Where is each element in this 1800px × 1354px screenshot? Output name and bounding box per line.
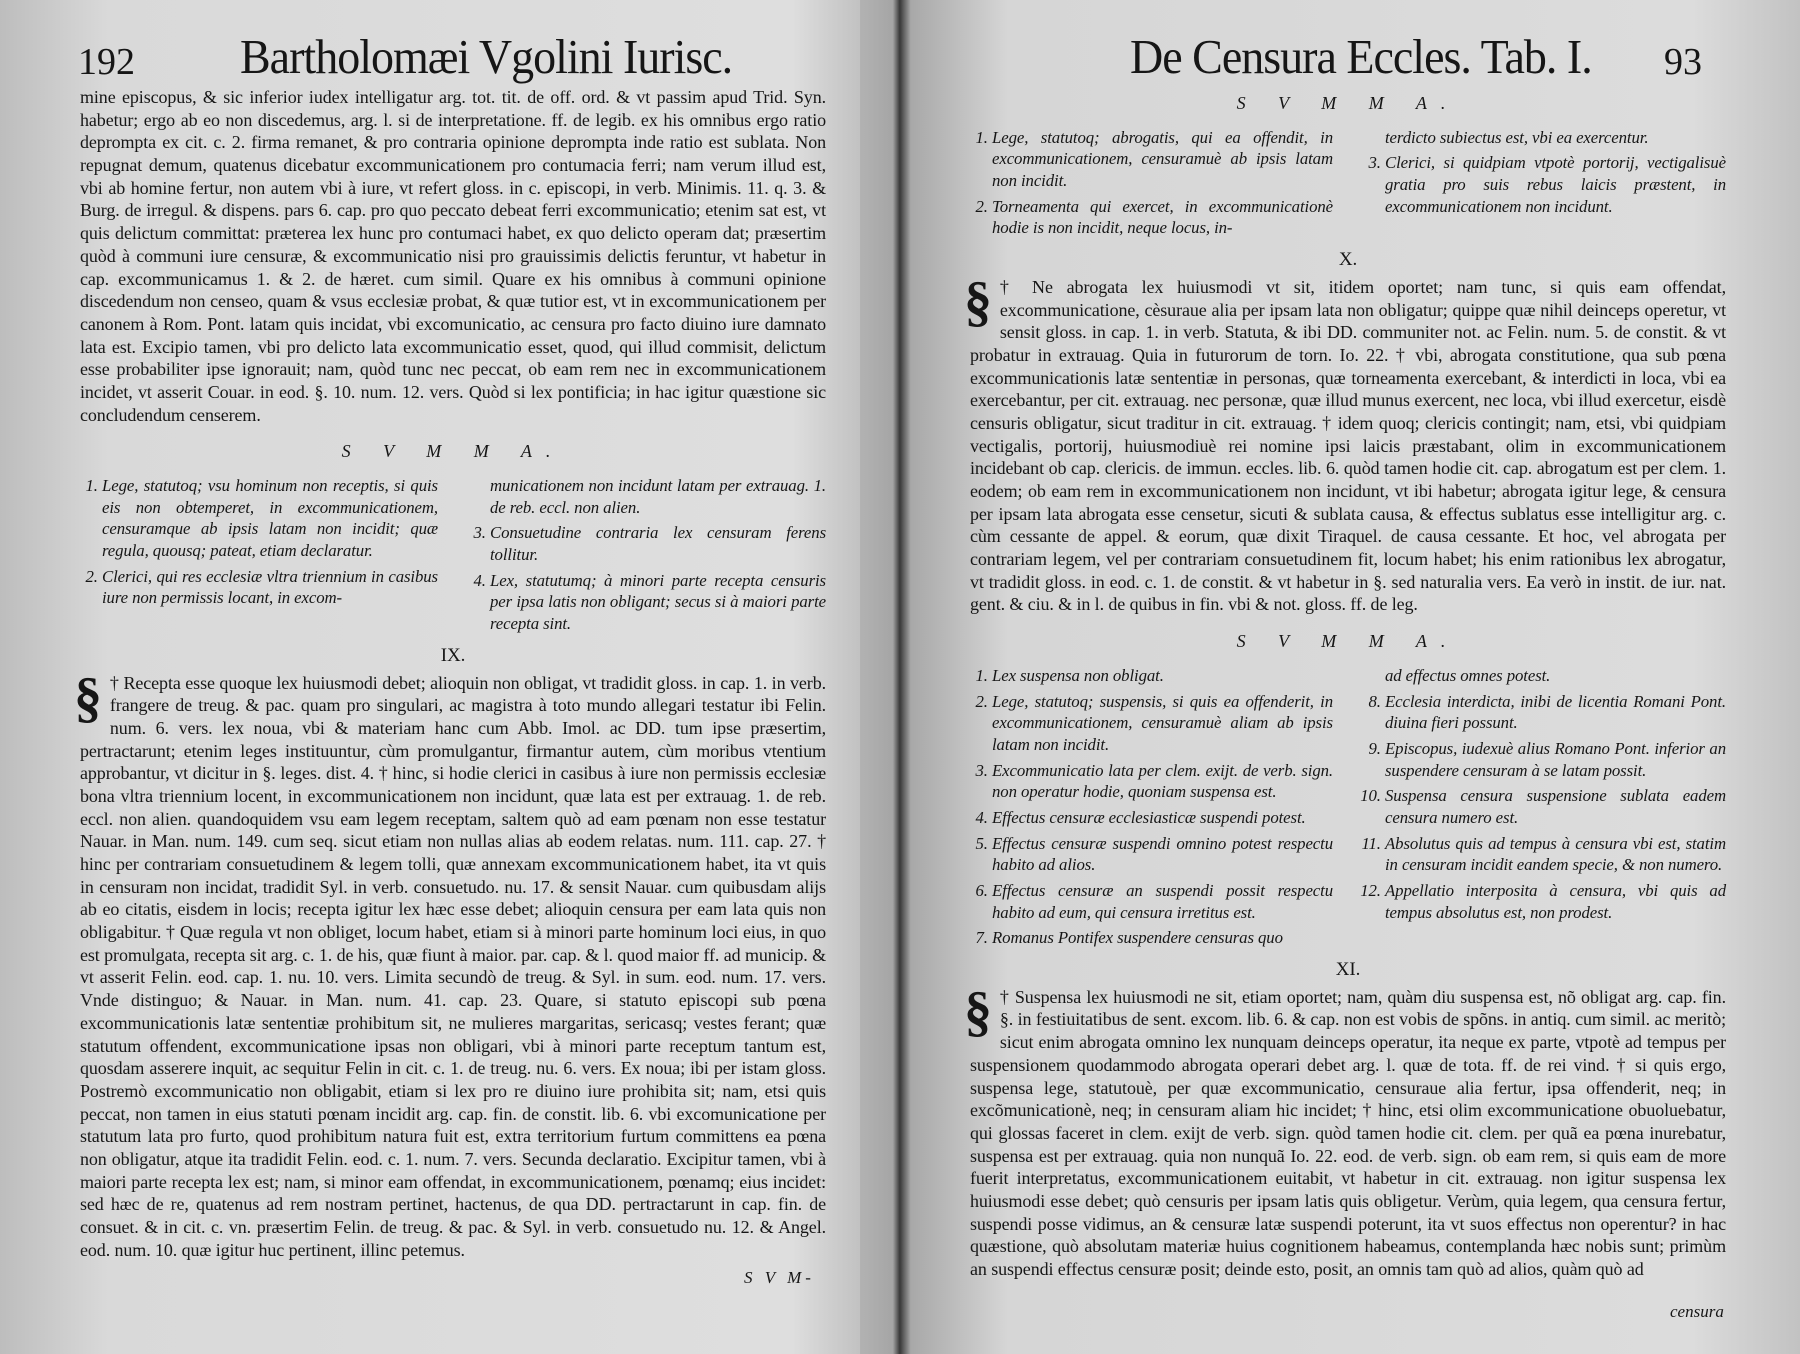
right-summa2-item-2: 2. Lege, statutoq; suspensis, si quis ea offenderit, in excommunicationem, censuramuè aliam ab ipsis latam non incidit. bbox=[992, 691, 1333, 756]
right-page bbox=[890, 0, 1800, 1354]
left-summa-heading: S V M M A. bbox=[341, 441, 565, 462]
right-catchword: censura bbox=[1670, 1302, 1724, 1321]
right-text-column bbox=[964, 92, 1726, 1281]
left-catchword: S V M- bbox=[744, 1268, 815, 1287]
right-summa1-item-1: 1. Lege, statutoq; abrogatis, qui ea offendit, in excommunicationem, censuramuè ab ipsis latam non incidit. bbox=[992, 127, 1333, 192]
right-summa2-item-9: 9. Episcopus, iudexuè alius Romano Pont. inferior an suspendere censuram à se latam possit. bbox=[1385, 738, 1726, 781]
left-text-column bbox=[74, 86, 826, 1261]
right-summa1-item-2: 2. Torneamenta qui exercet, in excommunicationè hodie is non incidit, neque locus, in- bbox=[992, 196, 1333, 239]
right-summa2-item-4: 4. Effectus censuræ ecclesiasticæ suspendi potest. bbox=[992, 807, 1333, 829]
left-paragraph-2: † Recepta esse quoque lex huiusmodi debet; alioquin non obligat, vt tradidit gloss. in cap. 1. in verb. frangere de treug. & pac. quam pro singulari, ac magistra à toto mundo allegari testatur ibi Felin. num. 6. vers. lex noua, vbi & materiam hanc cum Abb. Imol. ac DD. tum ipse præsertim, pertractarunt; etenim leges instituuntur, cùm promulgantur, firmantur autem, cùm moribus vtentium approbantur, vt dicitur in §. leges. dist. 4. † hinc, si hodie clerici in casibus à iure non permissis ecclesiæ bona vltra triennium locent, in excommunicationem non incidunt, quæ lata est per extrauag. 1. de reb. eccl. non alien. quandoquidem vsu eam legem receptam, saltem quò ad eam pœnam non esse testatur Nauar. in Man. num. 149. cum seq. sicut etiam non nullas alias ab eodem relatas. num. 111. cap. 27. † hinc per contrariam consuetudinem & legem tolli, quæ annexam excommunicationem habet, ita vt quis in censuram non incidat, tradidit Syl. in verb. consuetudo. nu. 17. & sensit Nauar. cum quibusdam alijs ab eo citatis, eisdem in locis; recepta igitur lex hæc esse debet; alioquin censura per eam lata quis non obligabitur. † Quæ regula vt non obliget, locum habet, etiam si à minori parte hominum loci eius, in quo est promulgata, recepta sit arg. c. 1. de his, quæ fiunt à maior. par. cap. & l. quod maior ff. ad municip. & vt asserit Felin. eod. cap. 1. nu. 10. vers. Limita secundò de treug. & Syl. in sum. eod. num. 17. vers. Vnde distinguo; & Nauar. in Man. num. 41. cap. 23. Quare, si statuto episcopi sub pœna excommunicationis latæ sententiæ prohibitum sit, ne mulieres margaritas, sericasq; vestes ferant; quæ statutum offendent, excommunicatione ipsas non obligari, vbi à minori parte receptum tantum est, quosdam asserere inquit, ac sequitur Felin in cit. c. 1. de treug. nu. 6. vers. Ex noua; ibi per istam gloss. Postremò excommunicatio non obligabit, etiam si lex pro re diuino iure prohibita sit; nam, etsi quis peccat, non tamen in eius statuti pœnam incidit arg. cap. fin. de constit. lib. 6. vbi excomunicatione per statutum lata pro furto, quod prohibitum natura fuit est, extra territorium furtum committens ea pœna non obligatur, atque ita tradidit Felin. eod. c. 1. num. 7. vers. Secunda declaratio. Excipitur tamen, vbi à maiori parte recepta lex est; nam, si minor eam offendat, in excommunicationem, pœnamq; eius incidet: sed hæc de re, quatenus ad rem nostram pertinet, hactenus, de qua DD. pertractarunt in cap. fin. de consuet. & in cit. c. vn. præsertim Felin. de treug. & pac. & Syl. in verb. consuetudo nu. 12. & Angel. eod. num. 10. quæ igitur huc pertinent, illinc petemus. bbox=[80, 672, 826, 1260]
left-summa-list bbox=[80, 475, 826, 639]
right-paragraph-xi: † Suspensa lex huiusmodi ne sit, etiam oportet; nam, quàm diu suspensa est, nõ obligat arg. cap. fin. §. in festiuitatibus de sent. excom. lib. 6. & cap. non est vobis de spõns. in antiq. cum simil. ac meritò; sicut enim abrogata omnino lex nunquam deinceps operatur, ita neque ex parte, vtpotè ad tempus per suspensionem quodammodo abrogata operari debet arg. l. quæ de tota. ff. de rei vind. † si quis ergo, suspensa lege, statutouè, per quæ excommunicatio, censuraue alia fertur, ipsa offenderit, neq; in excõmunicationè, neq; in censuram aliam hic incidet; † hinc, etsi olim excommunicatione obuoluebatur, qui glossas faceret in clem. exijt de verb. sign. quòd tamen hodie cit. clem. per quã ea pœna inurebatur, suspensa est per extrauag. quia non nunquã Io. 22. eod. de verb. sign. ob eam rem, si quis eam de more fuerit interpretatus, excommunicationem euitabit, vt habetur in cit. extrauag. non igitur suspensa lex huiusmodi esse debet; quò censuris per ipsam latis quis obligetur. Verùm, quia legem, qua censura fertur, suspendi posse vidimus, an & censuræ latæ suspendi poterunt, ita vt suos effectus non operentur? in hac quæstione, quò absolutam materiæ huius cognitionem habeamus, contemplanda hæc nobis sunt; primùm an suspendi effectus censuræ posit; deinde esto, posit, an omnis tam quò ad alios, quàm quò ad bbox=[970, 986, 1726, 1279]
right-paragraph-xi-block bbox=[964, 980, 1726, 1281]
left-section-number: IX. bbox=[440, 644, 466, 666]
section-sign-icon: § bbox=[964, 270, 992, 333]
left-summa-item-4: 4. Lex, statutumq; à minori parte recepta censuris per ipsa latis non obligant; secus si à maiori parte recepta sint. bbox=[490, 570, 826, 635]
right-summa2-item-1: 1. Lex suspensa non obligat. bbox=[992, 665, 1333, 687]
left-running-head: Bartholomæi Vgolini Iurisc. bbox=[240, 29, 733, 84]
section-sign-icon: § bbox=[74, 666, 102, 729]
left-summa-item-2-cont: municationem non incidunt latam per extrauag. 1. de reb. eccl. non alien. bbox=[490, 476, 826, 517]
right-summa2-item-10: 10. Suspensa censura suspensione sublata eadem censura numero est. bbox=[1385, 785, 1726, 828]
right-summa2-item-6: 6. Effectus censuræ an suspendi possit respectu habito ad eum, qui censura irretitus est. bbox=[992, 880, 1333, 923]
left-page bbox=[0, 0, 870, 1354]
right-summa2-item-8: 8. Ecclesia interdicta, inibi de licentia Romani Pont. diuina fieri possunt. bbox=[1385, 691, 1726, 734]
left-paragraph-1: mine episcopus, & sic inferior iudex intelligatur arg. tot. tit. de off. ord. & vt passim apud Trid. Syn. habetur; ergo ab eo non discedemus, arg. l. si de interpretatione. ff. de legib. ex his omnibus ergo ratio deprompta ex cit. c. 2. firma remanet, & pro contraria opinione deprompta inde ratio est sublata. Non repugnat demum, quatenus dicebatur excommunicationem pro contumacia ferri; nam verum illud est, vbi ab homine fertur, non autem vbi à iure, vt refert gloss. in c. episcopi, in verb. Minimis. 11. q. 3. & Burg. de irregul. & dispens. pars 6. cap. pro quo peccato debeat ferri excommunicatio; etenim sat est, vt quis delictum committat: præterea lex hunc pro contumaci habet, ex quo delicto operam dat; præsertim quòd à communi iure censuræ, & excommunicatio nisi pro grauissimis delictis feruntur, vt habetur in cap. excommunicamus 1. & 2. de hæret. cum simil. Quare ex his omnibus à communi opinione discedendum non censeo, quam & vsus ecclesiæ probat, & quæ tutior est, vt in excommunicationem per canonem à Rom. Pont. latam quis incidat, vbi excomunicatio, ac censura pro facto diuino iure damnato lata est. Excipio tamen, vbi pro delicto lata excommunicatio esset, quod, qui illud commisit, delictum esse probabiliter ipse ignorauit; nam, quòd tunc nec peccat, ob eam rem nec in excommunicationem incidet, vt asserit Couar. in eod. §. 10. num. 12. vers. Quòd si lex pontificia; in hac igitur quæstione sic concludendum censerem. bbox=[80, 87, 826, 425]
right-section-xi: XI. bbox=[1335, 959, 1361, 981]
left-page-number: 192 bbox=[78, 41, 135, 83]
right-summa2-item-7: 7. Romanus Pontifex suspendere censuras quo bbox=[992, 927, 1333, 949]
right-summa-list-2 bbox=[970, 665, 1726, 953]
right-summa-list-1 bbox=[970, 127, 1726, 243]
right-summa-heading-1: S V M M A. bbox=[1236, 93, 1460, 113]
right-summa1-item-3: 3. Clerici, si quidpiam vtpotè portorij, vectigalisuè gratia pro suis rebus laicis præstent, in excommunicationem non incidunt. bbox=[1385, 152, 1726, 217]
right-running-head: De Censura Eccles. Tab. I. bbox=[1130, 29, 1592, 84]
right-summa2-item-11: 11. Absolutus quis ad tempus à censura vbi est, statim in censuram incidit eandem specie, & non numero. bbox=[1385, 833, 1726, 876]
right-summa2-item-5: 5. Effectus censuræ suspendi omnino potest respectu habito ad alios. bbox=[992, 833, 1333, 876]
left-paragraph-2-block bbox=[74, 666, 826, 1262]
right-paragraph-x-block bbox=[964, 270, 1726, 616]
right-summa2-item-12: 12. Appellatio interposita à censura, vbi quis ad tempus absolutus est, non prodest. bbox=[1385, 880, 1726, 923]
section-sign-icon: § bbox=[964, 980, 992, 1043]
left-summa-item-1: 1. Lege, statutoq; vsu hominum non receptis, si quis eis non obtemperet, in excommunicationem, censuramque ab ipsis latam non incidit; quæ regula, quousq; pateat, etiam declaratur. bbox=[102, 475, 438, 562]
right-summa1-item-2-cont: terdicto subiectus est, vbi ea exercentur. bbox=[1385, 127, 1649, 147]
right-paragraph-x: † Ne abrogata lex huiusmodi vt sit, itidem oportet; nam tunc, si quis eam offendat, excommunicatione, cèsuraue alia per ipsam lata non obligatur; quippe quæ nihil deinceps operetur, vt sensit gloss. in cap. 1. in verb. Statuta, & ibi DD. communiter not. ac Felin. num. 5. de constit. & vt probatur in extrauag. Quia in futurorum de torn. Io. 22. † vbi, abrogata constitutione, qua sub pœna excommunicationis latæ sententiæ in personas, quæ torneamenta exercebant, & interdicti in loca, vbi ea exercebantur, per cit. extrauag. nec personæ, quæ illud munus exercent, nec loca, vbi illud exercetur, eisdè censuris obligatur, sicut traditur in cit. extrauag. † idem quoq; clericis contingit; nam, etsi, vbi quidpiam vectigalis, portorij, huiusmodiuè rei nomine ipsi laicis præstabant, olim in excommunicationem incidebant ob cap. clericis. de immun. eccles. lib. 6. quòd tamen hodie cit. cap. abrogatum est per clem. 1. eodem; ob eam rem in excommunicationem non incidunt, vt ibi habetur; abrogata igitur lege, & censura per ipsam lata abrogata esse censetur, sicuti & sublata causa, & effectus sublatus esse intelligitur arg. c. cùm cessante de appel. & eorum, quæ dixit Tiraquel. de causa cessante. Et hoc, vel abrogata per contrariam legem, vel per contrariam consuetudinem fit, locum habet; his enim rationibus lex abrogatur, vt tradidit gloss. in eod. c. 1. de constit. & vt habetur in §. sed naturalia vers. Ea verò in instit. de iur. nat. gent. & ciu. & in l. de quibus in fin. vbi & not. gloss. ff. de leg. bbox=[970, 276, 1726, 615]
right-summa2-item-3: 3. Excommunicatio lata per clem. exijt. de verb. sign. non operatur hodie, quoniam suspensa est. bbox=[992, 760, 1333, 803]
right-summa-heading-2: S V M M A. bbox=[1236, 631, 1460, 652]
left-summa-item-3: 3. Consuetudine contraria lex censuram ferens tollitur. bbox=[490, 522, 826, 565]
right-section-x: X. bbox=[1338, 249, 1358, 271]
right-summa2-item-7-cont: ad effectus omnes potest. bbox=[1385, 665, 1551, 685]
right-page-number: 93 bbox=[1664, 41, 1702, 83]
left-summa-item-2: 2. Clerici, qui res ecclesiæ vltra triennium in casibus iure non permissis locant, in excom- bbox=[102, 566, 438, 609]
